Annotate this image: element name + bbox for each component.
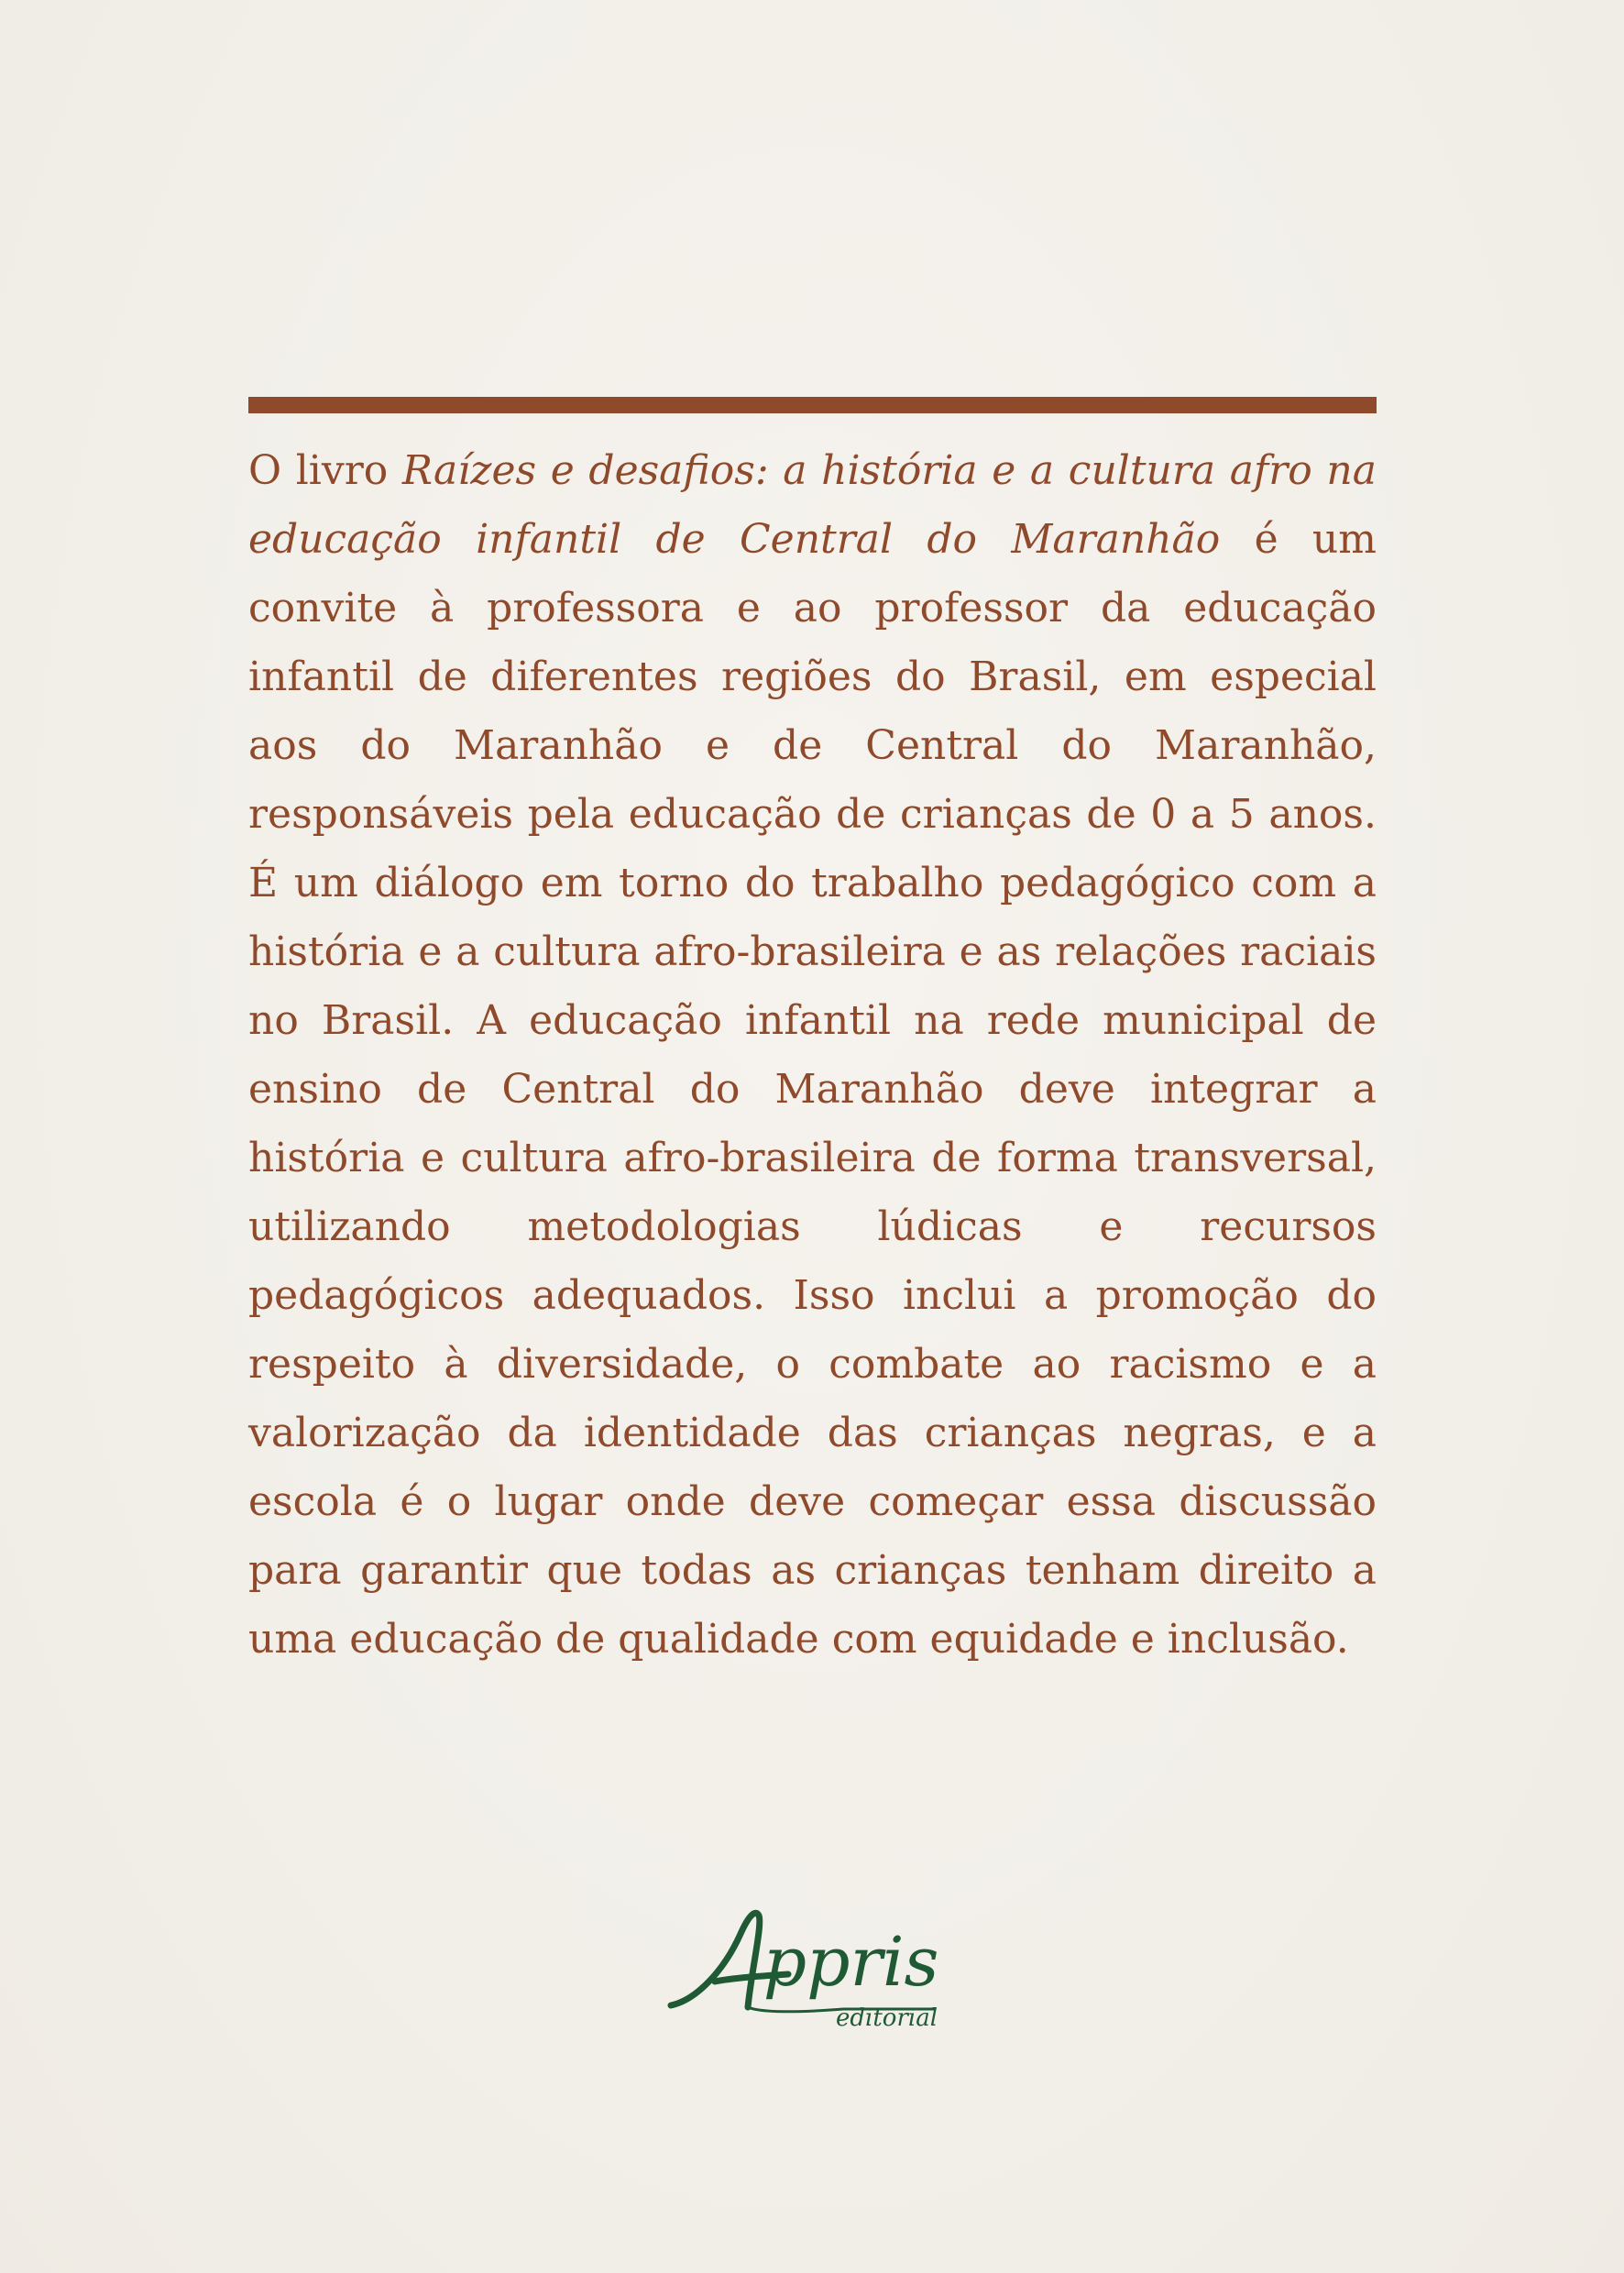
logo-wordmark: Appris bbox=[763, 1923, 939, 2002]
blurb-body: é um convite à professora e ao professor da educação infantil de diferentes regiões do Brasil, em especial aos do Maranhão e de Central do Maranhão, responsáveis pela educação de crianças de 0 a 5 anos. É um diálogo em torno do trabalho pedagógico com a história e a cultura afro-brasileira e as relações raciais no Brasil. A educação infantil na rede municipal de ensino de Central do Maranhão deve integrar a história e cultura afro-brasileira de forma transversal, utilizando metodologias lúdicas e recursos pedagógicos adequados. Isso inclui a promoção do respeito à diversidade, o combate ao racismo e a valorização da identidade das crianças negras, e a escola é o lugar onde deve começar essa discussão para garantir que todas as crianças tenham direito a uma educação de qualidade com equidade e inclusão. bbox=[248, 516, 1377, 1663]
logo-subtitle: editorial bbox=[836, 2004, 938, 2032]
blurb-paragraph bbox=[248, 436, 1377, 1674]
blurb-intro: O livro bbox=[248, 447, 402, 494]
publisher-logo bbox=[660, 1897, 971, 2044]
top-divider-rule bbox=[248, 397, 1377, 413]
book-title: Raízes e desafios: a história e a cultura afro na educação infantil de Central do Maranhão bbox=[248, 447, 1377, 563]
appris-logo-icon bbox=[660, 1897, 971, 2044]
